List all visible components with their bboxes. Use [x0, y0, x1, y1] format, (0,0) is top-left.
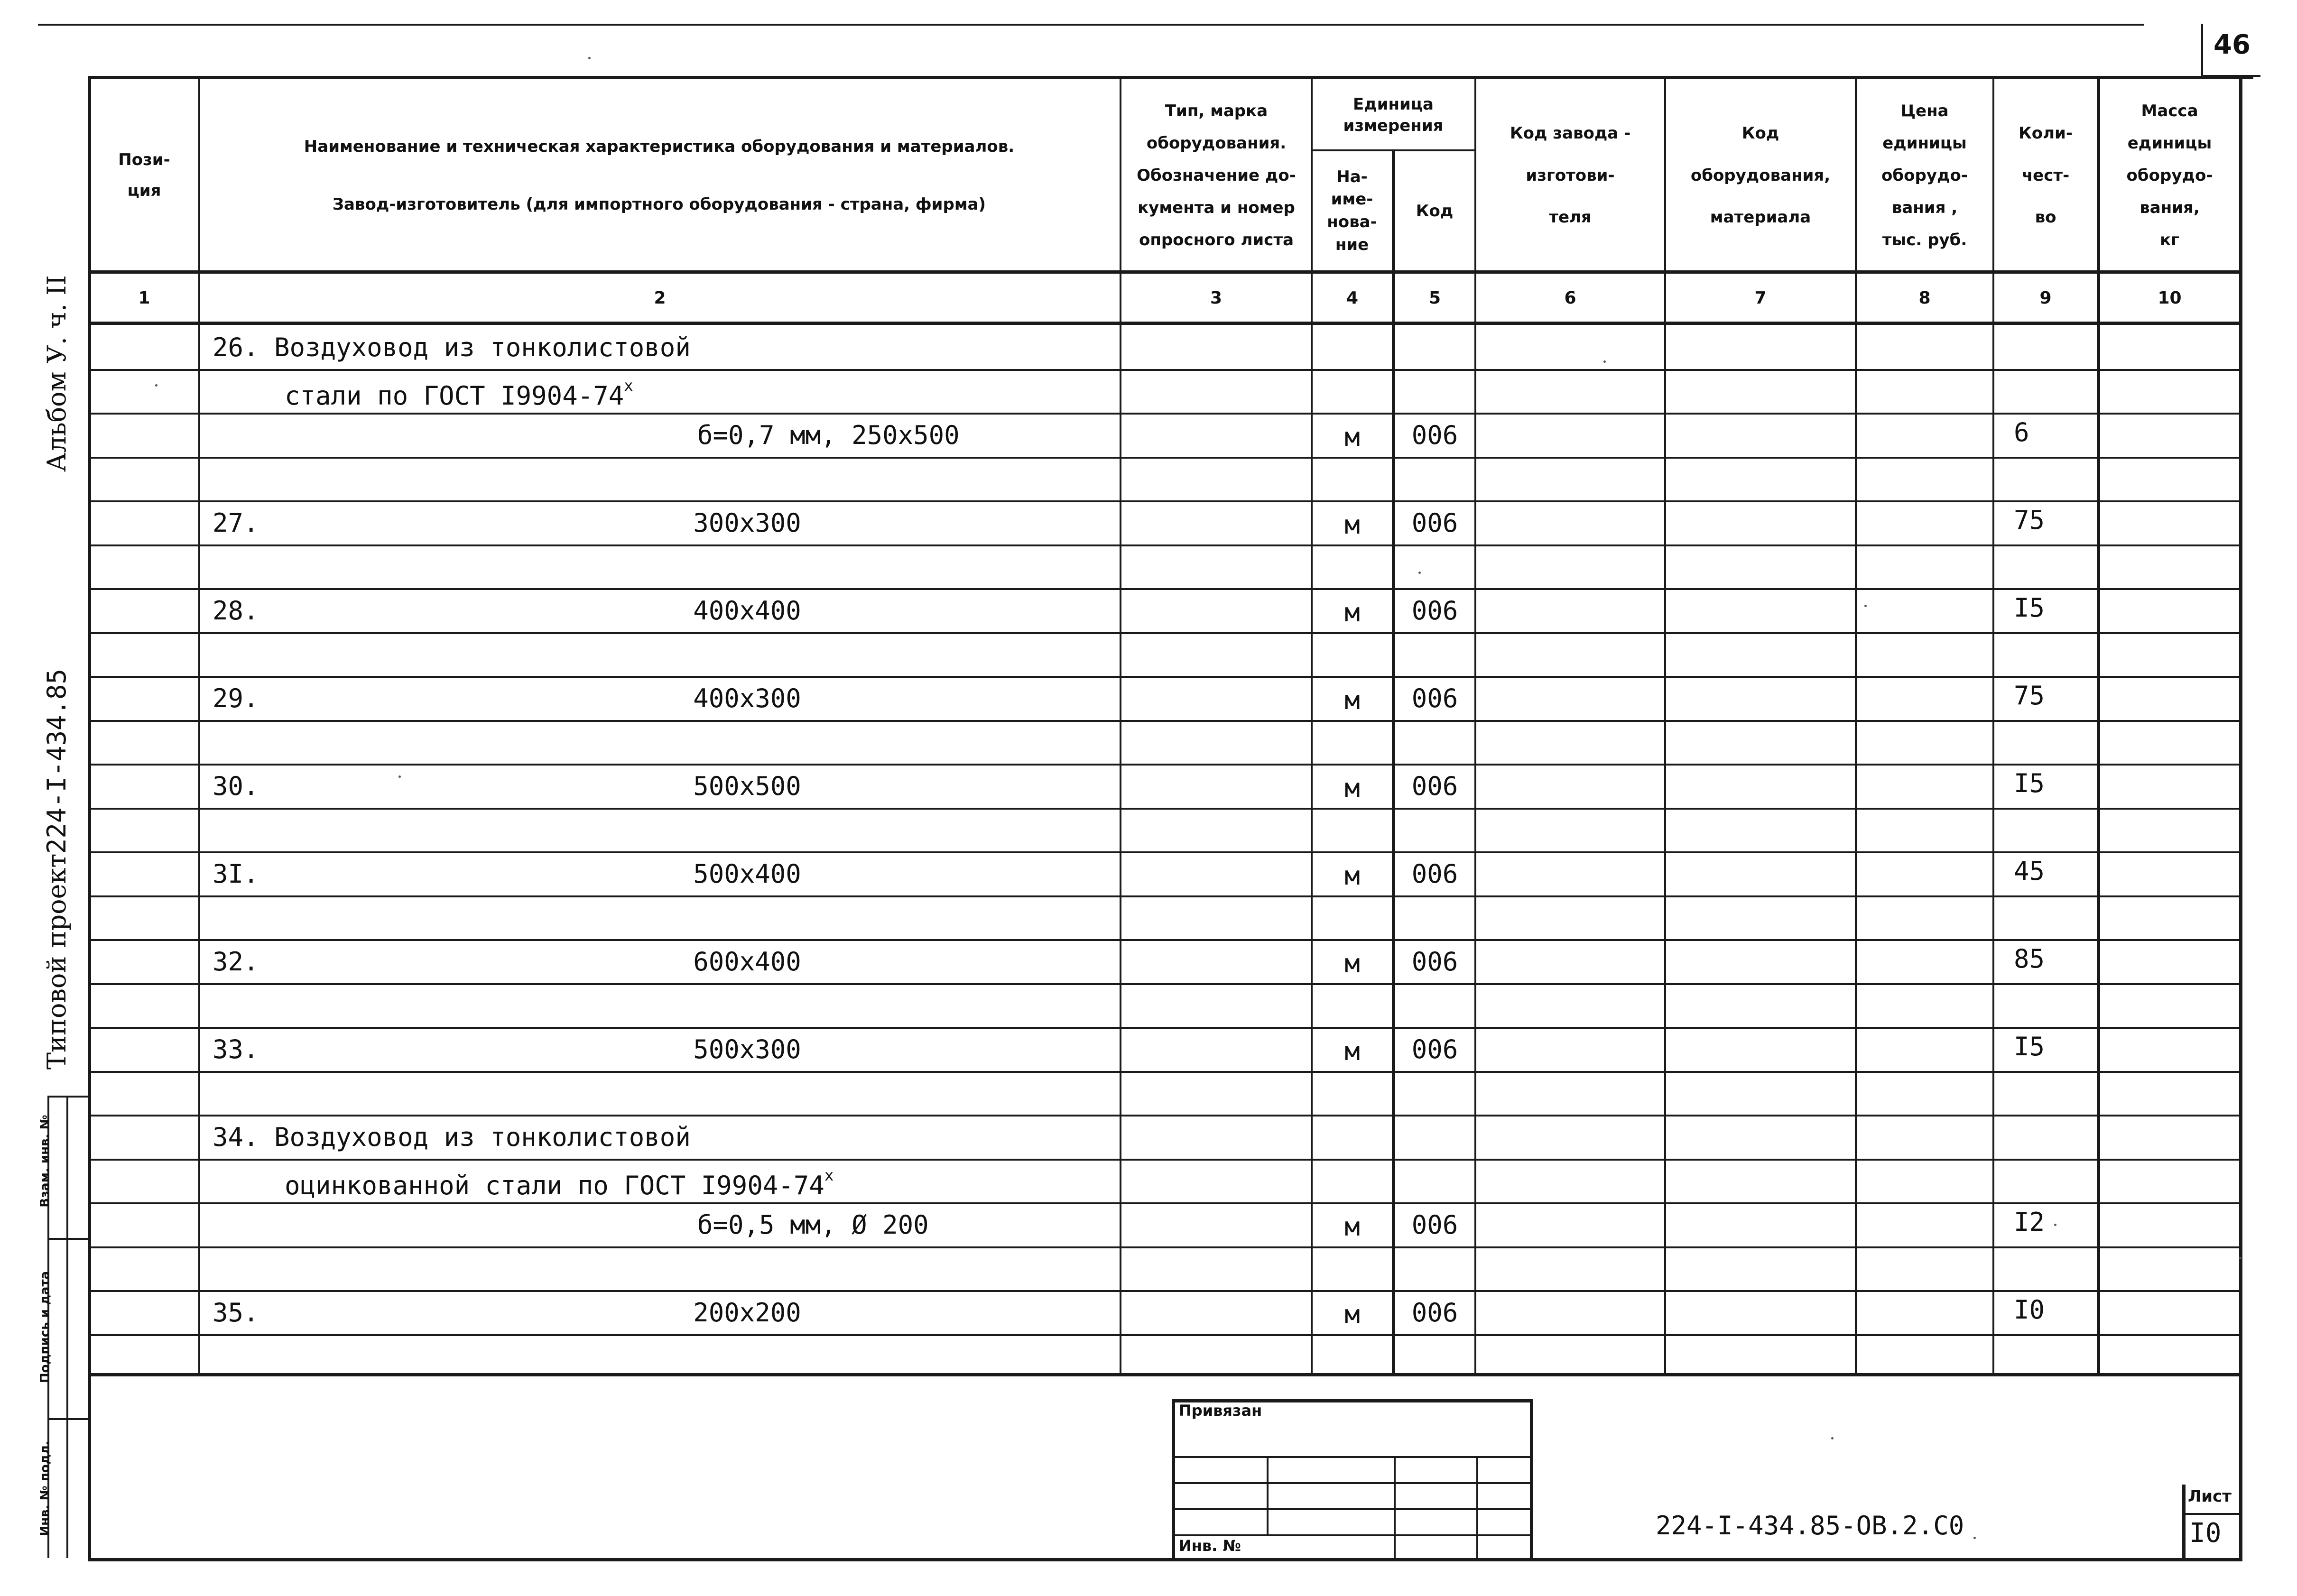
header-line: оборудования.	[1146, 134, 1287, 153]
stamp-privyazan: Привязан	[1179, 1402, 1262, 1420]
stamp-row-3	[1172, 1508, 1532, 1510]
col-sep-1-2	[198, 76, 200, 1375]
row-unit: м	[1344, 685, 1360, 715]
row-position: 33.	[213, 1034, 259, 1064]
row-name-text: 26. Воздуховод из тонколистовой	[213, 332, 691, 362]
row-unit: м	[1344, 773, 1360, 803]
stamp-row-4	[1172, 1534, 1532, 1536]
colnum-1: 1	[138, 288, 150, 308]
row-size: 500х300	[693, 1034, 801, 1064]
header-line: Обозначение до-	[1137, 166, 1296, 185]
header-line: изготови-	[1526, 166, 1615, 185]
col-sep-6-7	[1664, 76, 1666, 1375]
header-line: чест-	[2021, 166, 2070, 185]
scan-speck	[2239, 1257, 2241, 1259]
row-size: 500х400	[693, 859, 801, 889]
right-frame-line	[2239, 76, 2242, 1560]
row-name	[697, 1210, 929, 1240]
side-label-project-code: 224-I-434.85	[42, 668, 72, 854]
header-line: Код	[1416, 201, 1454, 221]
row-position: 28.	[213, 596, 259, 626]
row-line	[88, 588, 2241, 590]
header-col9	[1994, 81, 2097, 270]
header-line: оборудо-	[2126, 166, 2213, 185]
row-quantity: 6	[2014, 417, 2029, 447]
row-name-text: оцинкованной стали по ГОСТ I9904-74	[285, 1170, 824, 1200]
top-border-line	[38, 24, 2144, 26]
row-position: 30.	[213, 771, 259, 801]
colnum-5: 5	[1428, 288, 1441, 308]
stamp-inv-no: Инв. №	[1179, 1537, 1241, 1555]
row-line	[88, 369, 2241, 371]
row-line	[88, 1115, 2241, 1116]
stamp-row-2	[1172, 1482, 1532, 1484]
row-unit: м	[1344, 1300, 1360, 1329]
col-sep-2-3	[1120, 76, 1121, 1375]
row-unit-code: 006	[1411, 508, 1458, 538]
row-unit-code: 006	[1411, 596, 1458, 626]
col-sep-9-10	[2097, 76, 2100, 1375]
row-unit-code: 006	[1411, 420, 1458, 450]
sheet-box-mid	[2182, 1513, 2239, 1515]
side-label-replace-inv: Взам. инв. №	[38, 1115, 52, 1208]
stamp-box-left	[1172, 1399, 1175, 1560]
stamp-strip-sep-1	[47, 1238, 89, 1240]
row-unit: м	[1344, 510, 1360, 540]
stamp-box-right	[1530, 1399, 1533, 1560]
row-line	[88, 1159, 2241, 1161]
scan-speck	[1973, 1537, 1976, 1539]
header-line: Код завода -	[1510, 124, 1631, 143]
row-size: 300х300	[693, 508, 801, 538]
row-unit-code: 006	[1411, 859, 1458, 889]
col-sep-3-4	[1311, 76, 1313, 1375]
side-label-sign-date: Подпись и дата	[38, 1271, 52, 1384]
header-line: тыс. руб.	[1882, 231, 1967, 249]
row-name-text: б=0,5 мм, Ø 200	[697, 1210, 929, 1240]
header-line: Тип, марка	[1165, 101, 1268, 120]
header-line: Цена	[1900, 101, 1949, 120]
stamp-strip-top	[47, 1096, 89, 1098]
row-unit: м	[1344, 1036, 1360, 1066]
side-label-inv-orig: Инв. № подл.	[38, 1440, 52, 1536]
header-line: во	[2035, 208, 2056, 227]
row-unit-code: 006	[1411, 1210, 1458, 1240]
colnum-bottom-line	[88, 322, 2241, 325]
superscript-mark: x	[824, 1166, 834, 1184]
row-unit-code: 006	[1411, 1298, 1458, 1328]
page-number-box-left	[2201, 24, 2203, 76]
header-col7	[1666, 81, 1855, 270]
row-line	[88, 500, 2241, 502]
header-line: Пози-	[118, 150, 170, 170]
scan-speck	[155, 384, 157, 387]
sheet-number: I0	[2189, 1518, 2222, 1549]
header-col4	[1313, 152, 1391, 270]
colnum-2: 2	[654, 288, 666, 308]
sheet-box-left	[2182, 1485, 2186, 1560]
header-line: материала	[1710, 208, 1811, 227]
page-number: 46	[2214, 29, 2251, 60]
stamp-row-1	[1172, 1456, 1532, 1458]
row-unit: м	[1344, 1212, 1360, 1242]
row-unit: м	[1344, 598, 1360, 627]
header-line: единицы	[2127, 134, 2212, 153]
col-sep-5-6	[1474, 76, 1476, 1375]
stamp-strip-sep-2	[47, 1418, 89, 1420]
header-line: оборудо-	[1881, 166, 1968, 185]
header-line: ние	[1335, 235, 1369, 254]
row-line	[88, 1027, 2241, 1029]
row-position: 35.	[213, 1298, 259, 1328]
stamp-col-2	[1394, 1456, 1396, 1558]
row-unit-code: 006	[1411, 1034, 1458, 1064]
row-position: 32.	[213, 947, 259, 977]
row-size: 200х200	[693, 1298, 801, 1328]
col-sep-4-5	[1392, 149, 1395, 1375]
row-unit-code: 006	[1411, 947, 1458, 977]
header-col1	[90, 81, 198, 270]
row-quantity: 75	[2014, 505, 2045, 535]
row-size: 600х400	[693, 947, 801, 977]
row-line	[88, 457, 2241, 459]
row-unit: м	[1344, 861, 1360, 891]
header-col10	[2100, 81, 2239, 270]
row-name-text: 34. Воздуховод из тонколистовой	[213, 1122, 691, 1152]
row-line	[88, 1071, 2241, 1073]
row-line	[88, 851, 2241, 853]
row-line	[88, 413, 2241, 415]
row-line	[88, 1290, 2241, 1292]
header-line: опросного листа	[1139, 231, 1294, 249]
unit-subheader-line	[1311, 149, 1474, 151]
row-line	[88, 632, 2241, 634]
header-col3	[1122, 81, 1311, 270]
colnum-7: 7	[1754, 288, 1767, 308]
header-line: измерения	[1343, 116, 1444, 135]
header-line: Наименование и техническая характеристика оборудования и материалов.	[304, 137, 1015, 156]
header-col6	[1476, 81, 1664, 270]
side-label-type-project: Типовой проект	[42, 853, 72, 1070]
doc-code: 224-I-434.85-ОВ.2.С0	[1656, 1511, 1964, 1541]
row-line	[88, 939, 2241, 941]
col-sep-7-8	[1855, 76, 1857, 1375]
header-col5	[1395, 152, 1474, 270]
row-size: 400х400	[693, 596, 801, 626]
header-line: оборудования,	[1690, 166, 1831, 185]
row-line	[88, 1202, 2241, 1204]
row-unit: м	[1344, 949, 1360, 978]
row-size: 400х300	[693, 683, 801, 713]
row-quantity: I2	[2014, 1207, 2045, 1237]
header-line: Коли-	[2019, 124, 2073, 143]
row-line	[88, 983, 2241, 985]
row-line	[88, 1246, 2241, 1248]
header-line: кг	[2160, 231, 2179, 249]
row-name	[697, 420, 960, 450]
scan-speck	[1831, 1437, 1834, 1439]
row-unit: м	[1344, 422, 1360, 452]
row-quantity: 85	[2014, 944, 2045, 974]
header-line: Единица	[1353, 95, 1434, 114]
row-name	[285, 1166, 834, 1200]
stamp-strip-line-2	[66, 1096, 68, 1558]
colnum-3: 3	[1210, 288, 1223, 308]
scan-speck	[398, 775, 401, 778]
header-line: вания ,	[1891, 198, 1958, 217]
table-outer-top	[88, 76, 2253, 79]
stamp-col-3	[1476, 1456, 1478, 1558]
header-line: вания,	[2140, 198, 2200, 217]
row-name-text: стали по ГОСТ I9904-74	[285, 380, 624, 411]
row-unit-code: 006	[1411, 771, 1458, 801]
row-name	[213, 1122, 691, 1152]
side-label-album: Альбом У. ч. II	[42, 275, 72, 472]
scan-speck	[1418, 572, 1421, 574]
stamp-col-1	[1267, 1456, 1269, 1534]
row-name	[213, 332, 691, 362]
header-line: теля	[1549, 208, 1592, 227]
bottom-frame-line	[88, 1558, 2242, 1561]
header-col2	[200, 81, 1118, 270]
row-line	[88, 720, 2241, 722]
row-quantity: I5	[2014, 593, 2045, 623]
sheet-label: Лист	[2188, 1487, 2232, 1506]
row-quantity: I5	[2014, 768, 2045, 798]
scan-speck	[2054, 1224, 2056, 1226]
row-line	[88, 895, 2241, 897]
scan-speck	[1603, 360, 1606, 363]
header-line: На-	[1336, 167, 1368, 186]
row-name-text: б=0,7 мм, 250х500	[697, 420, 960, 450]
row-position: 29.	[213, 683, 259, 713]
header-bottom-line	[88, 270, 2241, 274]
header-line: Завод-изготовитель (для импортного оборудования - страна, фирма)	[332, 195, 986, 214]
row-line	[88, 544, 2241, 546]
colnum-10: 10	[2158, 288, 2182, 308]
header-line: Код	[1741, 124, 1779, 143]
colnum-6: 6	[1564, 288, 1576, 308]
header-line: Масса	[2141, 101, 2198, 120]
scan-speck	[1864, 605, 1867, 607]
row-line	[88, 808, 2241, 810]
header-line: нова-	[1327, 212, 1377, 231]
colnum-8: 8	[1918, 288, 1931, 308]
scan-speck	[588, 57, 591, 59]
row-quantity: 45	[2014, 856, 2045, 886]
table-body-bottom	[88, 1373, 2241, 1376]
header-line: име-	[1331, 190, 1373, 209]
superscript-mark: x	[624, 376, 633, 395]
row-size: 500х500	[693, 771, 801, 801]
row-line	[88, 764, 2241, 766]
col-sep-8-9	[1992, 76, 1994, 1375]
row-position: 27.	[213, 508, 259, 538]
row-name	[285, 377, 633, 411]
row-quantity: 75	[2014, 681, 2045, 710]
row-quantity: I0	[2014, 1295, 2045, 1325]
header-line: кумента и номер	[1138, 198, 1295, 217]
row-unit-code: 006	[1411, 683, 1458, 713]
header-col8	[1857, 81, 1992, 270]
colnum-9: 9	[2039, 288, 2052, 308]
header-line: единицы	[1882, 134, 1967, 153]
header-col45	[1313, 81, 1474, 149]
row-line	[88, 1334, 2241, 1336]
row-quantity: I5	[2014, 1032, 2045, 1061]
row-line	[88, 676, 2241, 678]
row-position: 3I.	[213, 859, 259, 889]
colnum-4: 4	[1346, 288, 1359, 308]
header-line: ция	[127, 181, 161, 200]
